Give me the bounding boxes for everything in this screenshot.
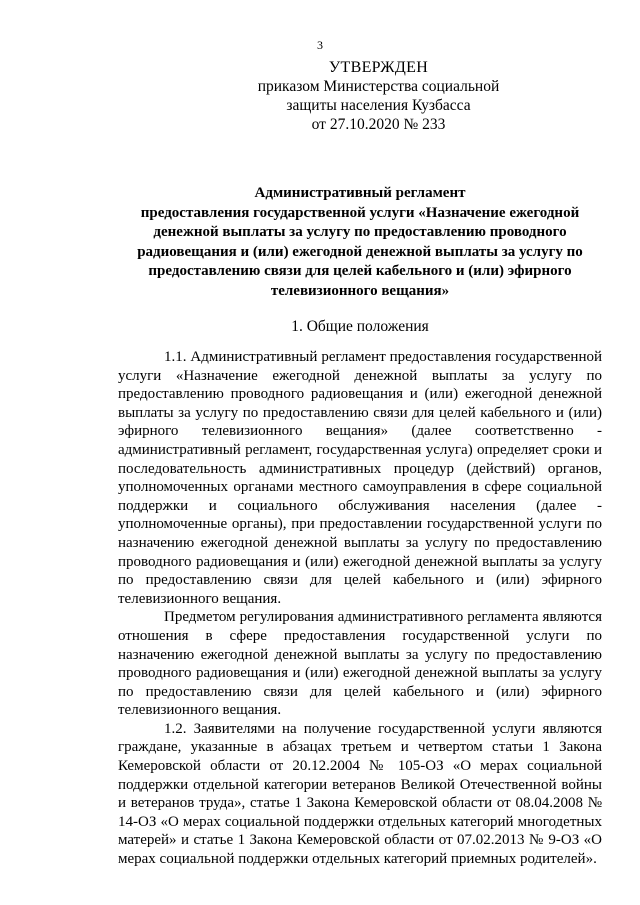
title-line: радиовещания и (или) ежегодной денежной выплаты за услугу по xyxy=(137,243,583,260)
title-line: Административный регламент xyxy=(254,185,466,201)
paragraph: 1.1. Административный регламент предоставления государственной услуги «Назначение ежегодной денежной выплаты за услугу по предоставлению проводного радиовещания и (или) ежегодной денежной выплаты за услугу по предоставлению связи для целей кабельного и (или) эфирного телевизионного вещания» (далее соответственно - административный регламент, государственная услуга) определяет сроки и последовательность административных процедур (действий) органов, уполномоченных органами местного самоуправления в сфере социальной поддержки и социального обслуживания населения (далее - уполномоченные органы), при предоставлении государственной услуги по назначению ежегодной денежной выплаты за услугу по предоставлению проводного радиовещания и (или) ежегодной денежной выплаты за услугу по предоставлению связи для целей кабельного и (или) эфирного телевизионного вещания. xyxy=(118,349,602,607)
page-number: 3 xyxy=(317,38,323,52)
paragraph: 1.2. Заявителями на получение государственной услуги являются граждане, указанные в абзацах третьем и четвертом статьи 1 Закона Кемеровской области от 20.12.2004 № 105-ОЗ «О мерах социальной поддержки отдельной категории ветеранов Великой Отечественной войны и ветеранов труда», статье 1 Закона Кемеровской области от 08.04.2008 № 14-ОЗ «О мерах социальной поддержки отдельных категорий многодетных матерей» и статье 1 Закона Кемеровской области от 07.02.2013 № 9-ОЗ «О мерах социальной поддержки отдельных категорий приемных родителей». xyxy=(118,720,602,868)
approval-line: защиты населения Кузбасса xyxy=(286,97,471,114)
approval-line: от 27.10.2020 № 233 xyxy=(311,116,446,133)
approval-line: приказом Министерства социальной xyxy=(257,78,500,95)
document-title xyxy=(118,184,602,301)
title-line: телевизионного вещания» xyxy=(270,282,450,299)
title-line: предоставления государственной услуги «Назначение ежегодной xyxy=(140,204,580,221)
approval-stamp xyxy=(161,58,596,134)
approval-line: УТВЕРЖДЕН xyxy=(328,59,429,76)
title-line: предоставлению связи для целей кабельного и (или) эфирного xyxy=(148,263,572,279)
section-heading: 1. Общие положения xyxy=(291,318,429,335)
paragraph: Предметом регулирования административного регламента являются отношения в сфере предоставления государственной услуги по назначению ежегодной денежной выплаты за услугу по предоставлению проводного радиовещания и (или) ежегодной денежной выплаты за услугу по предоставлению связи для целей кабельного и (или) эфирного телевизионного вещания. xyxy=(118,609,602,719)
title-line: денежной выплаты за услугу по предоставлению проводного xyxy=(153,224,567,240)
